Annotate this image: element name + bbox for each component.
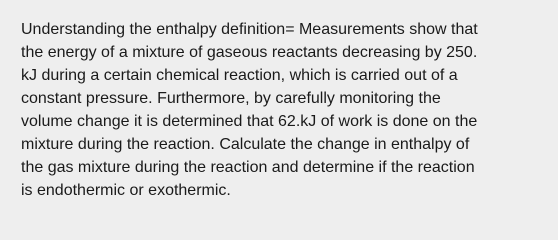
question-line: is endothermic or exothermic. <box>21 182 231 199</box>
question-text <box>21 18 542 202</box>
question-line: volume change it is determined that 62.kJ of work is done on the <box>21 113 478 130</box>
question-line: constant pressure. Furthermore, by carefully monitoring the <box>21 90 441 107</box>
question-line: the gas mixture during the reaction and determine if the reaction <box>21 159 475 176</box>
question-line: mixture during the reaction. Calculate the change in enthalpy of <box>21 136 470 153</box>
question-line: Understanding the enthalpy definition= Measurements show that <box>21 21 478 38</box>
question-line: kJ during a certain chemical reaction, which is carried out of a <box>21 67 458 84</box>
question-line: the energy of a mixture of gaseous reactants decreasing by 250. <box>21 44 478 61</box>
